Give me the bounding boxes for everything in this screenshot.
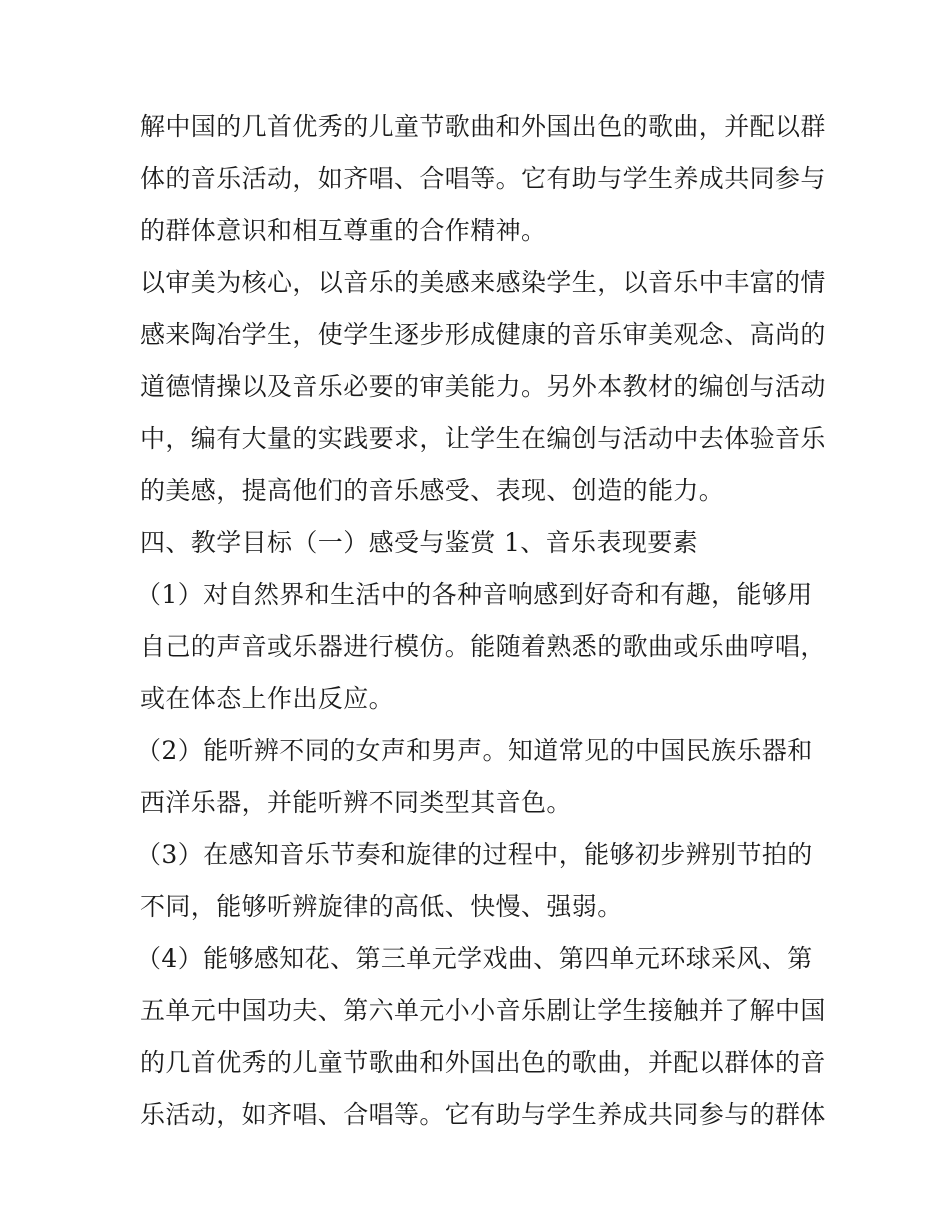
text-line: 乐活动，如齐唱、合唱等。它有助与学生养成共同参与的群体 <box>140 1100 826 1129</box>
document-body <box>136 101 826 1141</box>
text-line: 五单元中国功夫、第六单元小小音乐剧让学生接触并了解中国 <box>140 996 826 1025</box>
text-line: 中，编有大量的实践要求，让学生在编创与活动中去体验音乐 <box>140 424 826 453</box>
text-line: 或在体态上作出反应。 <box>140 684 395 713</box>
section-heading: 四、教学目标（一）感受与鉴赏 1、音乐表现要素 <box>140 528 699 557</box>
text-line: 的群体意识和相互尊重的合作精神。 <box>140 216 547 245</box>
text-line: （3）在感知音乐节奏和旋律的过程中，能够初步辨别节拍的 <box>136 840 813 869</box>
text-line: 道德情操以及音乐必要的审美能力。另外本教材的编创与活动 <box>140 372 826 401</box>
text-line: 自己的声音或乐器进行模仿。能随着熟悉的歌曲或乐曲哼唱， <box>140 632 826 661</box>
text-line: 的美感，提高他们的音乐感受、表现、创造的能力。 <box>140 476 725 505</box>
text-line: 的几首优秀的儿童节歌曲和外国出色的歌曲，并配以群体的音 <box>140 1048 826 1077</box>
text-line: 解中国的几首优秀的儿童节歌曲和外国出色的歌曲，并配以群 <box>140 112 826 141</box>
text-line: （4）能够感知花、第三单元学戏曲、第四单元环球采风、第 <box>136 944 813 973</box>
text-line: 以审美为核心，以音乐的美感来感染学生，以音乐中丰富的情 <box>140 268 826 297</box>
text-line: （2）能听辨不同的女声和男声。知道常见的中国民族乐器和 <box>136 736 813 765</box>
text-line: （1）对自然界和生活中的各种音响感到好奇和有趣，能够用 <box>136 580 813 609</box>
text-line: 感来陶冶学生，使学生逐步形成健康的音乐审美观念、高尚的 <box>140 320 826 349</box>
text-line: 体的音乐活动，如齐唱、合唱等。它有助与学生养成共同参与 <box>140 164 826 193</box>
text-line: 西洋乐器，并能听辨不同类型其音色。 <box>140 788 572 817</box>
text-line: 不同，能够听辨旋律的高低、快慢、强弱。 <box>140 892 623 921</box>
